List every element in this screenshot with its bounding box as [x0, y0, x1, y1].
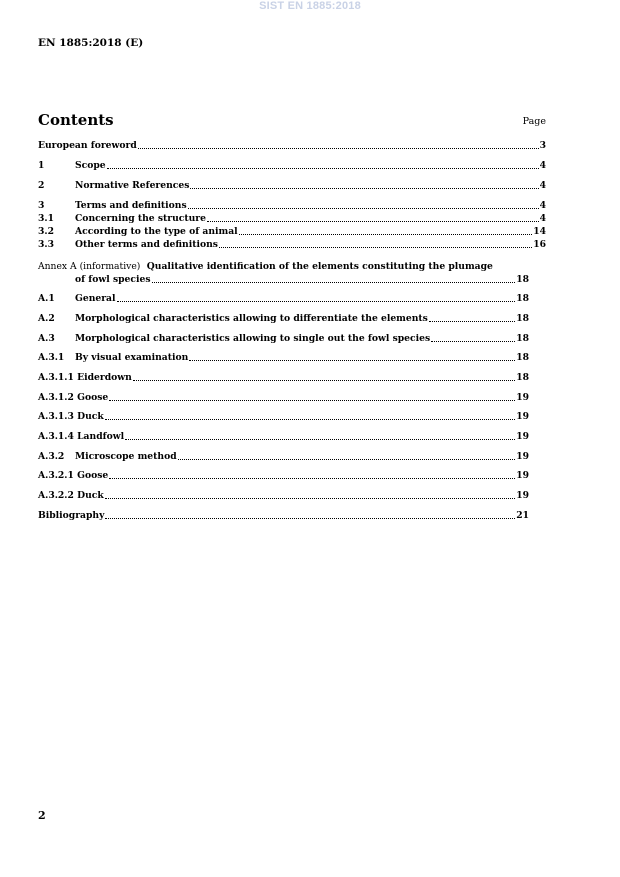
toc-entry-scope[interactable] [38, 160, 546, 172]
toc-entry-3-1[interactable] [38, 213, 546, 225]
toc-entry-page: 19 [516, 411, 529, 422]
toc-entry-number: A.3.1 [38, 352, 65, 363]
toc-entry-a3-1-4[interactable] [38, 431, 529, 443]
toc-entry-number: 3 [38, 200, 45, 211]
toc-entry-number: 3.2 [38, 226, 54, 237]
annex-label: Annex A (informative) [38, 261, 141, 272]
toc-entry-page: 14 [533, 226, 546, 237]
toc-entry-page: 18 [516, 313, 529, 324]
annex-title-line1: Qualitative identification of the elements constituting the plumage [146, 261, 493, 272]
toc-entry-page: 19 [516, 392, 529, 403]
annex-title-line2: of fowl species [75, 274, 151, 285]
dot-leader [219, 247, 532, 248]
toc-entry-text: Other terms and definitions [75, 239, 218, 250]
toc-entry-text: A.3.1.1 Eiderdown [38, 372, 132, 383]
toc-entry-number: 1 [38, 160, 45, 171]
dot-leader [105, 419, 515, 420]
toc-entry-text: Bibliography [38, 510, 105, 521]
toc-entry-text: Normative References [75, 180, 190, 191]
toc-entry-a3-1-1[interactable] [38, 372, 529, 384]
dot-leader [178, 459, 516, 460]
dot-leader [239, 234, 533, 235]
dot-leader [431, 341, 515, 342]
toc-entry-annex-a[interactable] [38, 274, 529, 286]
toc-entry-page: 3 [539, 140, 546, 151]
toc-entry-number: 3.1 [38, 213, 54, 224]
document-header: EN 1885:2018 (E) [38, 37, 144, 49]
dot-leader [189, 360, 515, 361]
toc-entry-annex-a-heading[interactable] [38, 261, 493, 273]
dot-leader [429, 321, 515, 322]
toc-entry-text: A.3.2.1 Goose [38, 470, 109, 481]
toc-entry-page: 16 [533, 239, 546, 250]
toc-entry-text: Microscope method [75, 451, 177, 462]
dot-leader [190, 188, 538, 189]
dot-leader [188, 208, 539, 209]
toc-entry-bibliography[interactable] [38, 510, 529, 522]
toc-entry-page: 18 [516, 293, 529, 304]
toc-entry-text: European foreword [38, 140, 137, 151]
toc-entry-page: 19 [516, 451, 529, 462]
toc-entry-text: A.3.1.3 Duck [38, 411, 104, 422]
toc-entry-a3[interactable] [38, 333, 529, 345]
watermark-text: SIST EN 1885:2018 [259, 0, 361, 12]
toc-entry-number: A.1 [38, 293, 55, 304]
toc-entry-text: A.3.1.4 Landfowl [38, 431, 125, 442]
toc-entry-text: Morphological characteristics allowing to differentiate the elements [75, 313, 428, 324]
toc-entry-page: 18 [516, 333, 529, 344]
toc-entry-a1[interactable] [38, 293, 529, 305]
toc-entry-european-foreword[interactable] [38, 140, 546, 152]
contents-title: Contents [38, 111, 114, 129]
toc-entry-a3-1-3[interactable] [38, 411, 529, 423]
toc-entry-terms[interactable] [38, 200, 546, 212]
toc-entry-a3-2-2[interactable] [38, 490, 529, 502]
toc-entry-page: 18 [516, 352, 529, 363]
page-column-label: Page [522, 116, 546, 127]
dot-leader [109, 400, 515, 401]
dot-leader [107, 168, 539, 169]
toc-entry-page: 4 [539, 200, 546, 211]
toc-entry-a3-1-2[interactable] [38, 392, 529, 404]
toc-entry-number: A.3 [38, 333, 55, 344]
toc-entry-text: According to the type of animal [75, 226, 238, 237]
dot-leader [152, 282, 516, 283]
toc-entry-text: Scope [75, 160, 106, 171]
toc-entry-text: Terms and definitions [75, 200, 187, 211]
toc-entry-page: 4 [539, 180, 546, 191]
toc-entry-page: 19 [516, 431, 529, 442]
toc-entry-number: 2 [38, 180, 45, 191]
page-number: 2 [38, 809, 46, 822]
toc-entry-text: A.3.1.2 Goose [38, 392, 109, 403]
toc-entry-normative-references[interactable] [38, 180, 546, 192]
toc-entry-page: 21 [516, 510, 529, 521]
toc-entry-page: 19 [516, 490, 529, 501]
toc-entry-page: 4 [539, 160, 546, 171]
dot-leader [109, 478, 515, 479]
dot-leader [105, 498, 515, 499]
toc-entry-page: 4 [539, 213, 546, 224]
toc-entry-3-3[interactable] [38, 239, 546, 251]
toc-entry-a2[interactable] [38, 313, 529, 325]
dot-leader [125, 439, 515, 440]
toc-entry-a3-1[interactable] [38, 352, 529, 364]
toc-entry-number: 3.3 [38, 239, 54, 250]
toc-entry-number: A.2 [38, 313, 55, 324]
dot-leader [207, 221, 539, 222]
toc-entry-a3-2[interactable] [38, 451, 529, 463]
toc-entry-page: 18 [516, 274, 529, 285]
toc-entry-number: A.3.2 [38, 451, 65, 462]
toc-entry-3-2[interactable] [38, 226, 546, 238]
toc-entry-text: Morphological characteristics allowing to single out the fowl species [75, 333, 431, 344]
toc-entry-a3-2-1[interactable] [38, 470, 529, 482]
toc-entry-text: General [75, 293, 116, 304]
dot-leader [138, 148, 539, 149]
toc-entry-text: A.3.2.2 Duck [38, 490, 104, 501]
toc-entry-text: Concerning the structure [75, 213, 206, 224]
toc-entry-text: By visual examination [75, 352, 189, 363]
toc-entry-page: 18 [516, 372, 529, 383]
toc-entry-page: 19 [516, 470, 529, 481]
dot-leader [133, 380, 515, 381]
dot-leader [105, 518, 515, 519]
dot-leader [117, 301, 516, 302]
